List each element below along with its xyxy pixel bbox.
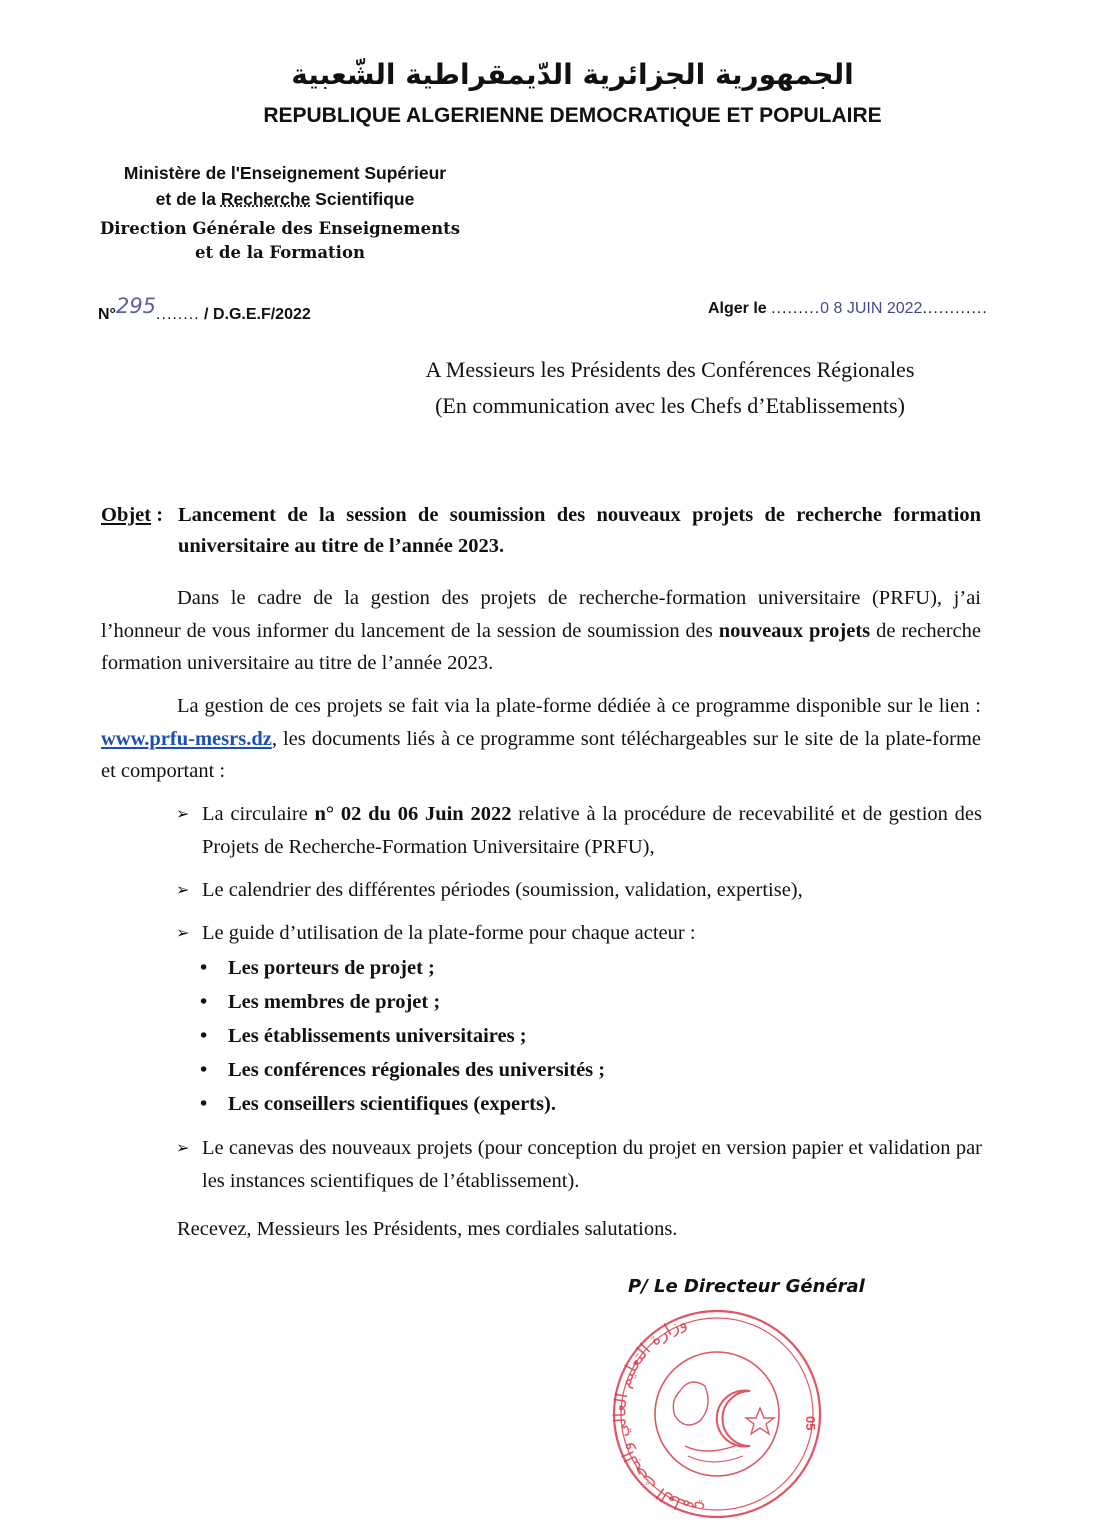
ministry-line2: et de la Recherche Scientifique [155, 189, 415, 209]
list-item: ➢ La circulaire n° 02 du 06 Juin 2022 relative à la procédure de recevabilité et de gestion des Projets de Recherche-Formation Universitaire (PRFU), [176, 798, 982, 864]
actor-item: • Les membres de projet ; [200, 985, 440, 1019]
paragraph-1: Dans le cadre de la gestion des projets de recherche-formation universitaire (PRFU), j’ai l’honneur de vous informer du lancement de la session de soumission des nouveaux projets de recherche formation universitaire au titre de l’année 2023. [101, 587, 982, 674]
direction-line2: et de la Formation [195, 243, 365, 262]
date-stamp: 0 8 JUIN 2022 [820, 300, 923, 317]
date-line: Alger le .........0 8 JUIN 2022............ [708, 300, 988, 317]
list-item: ➢ Le canevas des nouveaux projets (pour conception du projet en version papier et validation par les instances scientifiques de l’établissement). [176, 1132, 982, 1198]
prfu-link[interactable]: www.prfu-mesrs.dz [101, 727, 272, 750]
ministry-line1: Ministère de l'Enseignement Supérieur [123, 163, 447, 183]
addressee [320, 352, 1020, 424]
arabic-republic-title: الجمهورية الجزائرية الدّيمقراطية الشّعبية [291, 58, 854, 91]
handwritten-number: 295 [115, 294, 157, 318]
subject-label: Objet [101, 504, 152, 526]
bullet-dot-icon: • [200, 957, 208, 979]
french-republic-title: REPUBLIQUE ALGERIENNE DEMOCRATIQUE ET POPULAIRE [263, 104, 882, 127]
direction-block [80, 217, 480, 265]
actor-item: • Les établissements universitaires ; [200, 1019, 527, 1053]
list-item: ➢ Le calendrier des différentes périodes (soumission, validation, expertise), [176, 874, 982, 907]
subject: Objet : Lancement de la session de soumission des nouveaux projets de recherche formation universitaire au titre de l’année 2023. [101, 500, 981, 562]
bullet-dot-icon: • [200, 1025, 208, 1047]
addressee-line1: A Messieurs les Présidents des Conférences Régionales [425, 357, 915, 382]
actor-item: • Les porteurs de projet ; [200, 951, 435, 985]
list-item: ➢ Le guide d’utilisation de la plate-forme pour chaque acteur : [176, 917, 982, 950]
reference-number: N°295........ / D.G.E.F/2022 [98, 294, 311, 323]
direction-line1: Direction Générale des Enseignements [99, 219, 461, 238]
actor-item: • Les conseillers scientifiques (experts). [200, 1087, 556, 1121]
official-seal-stamp [610, 1296, 825, 1521]
bullet-dot-icon: • [200, 991, 208, 1013]
paragraph-2: La gestion de ces projets se fait via la plate-forme dédiée à ce programme disponible sur le lien : www.prfu-mesrs.dz, les documents liés à ce programme sont téléchargeables sur le site de la plate-forme et comportant : [101, 695, 981, 782]
seal-ring-text: وزارة التعليم العالي والبحث العلمي [610, 1312, 707, 1521]
arrow-bullet-icon: ➢ [176, 925, 190, 942]
signer-title: P/ Le Directeur Général [628, 1276, 865, 1297]
arrow-bullet-icon: ➢ [176, 1140, 190, 1157]
bullet-dot-icon: • [200, 1093, 208, 1115]
arrow-bullet-icon: ➢ [176, 806, 190, 823]
closing-salutation: Recevez, Messieurs les Présidents, mes cordiales salutations. [177, 1218, 678, 1240]
seal-number: 05 [803, 1416, 818, 1431]
bullet-dot-icon: • [200, 1059, 208, 1081]
ministry-block [90, 160, 480, 212]
subject-text: Lancement de la session de soumission des nouveaux projets de recherche formation universitaire au titre de l’année 2023. [178, 504, 981, 557]
addressee-line2: (En communication avec les Chefs d’Etablissements) [435, 393, 905, 418]
arrow-bullet-icon: ➢ [176, 882, 190, 899]
actor-item: • Les conférences régionales des universités ; [200, 1053, 605, 1087]
